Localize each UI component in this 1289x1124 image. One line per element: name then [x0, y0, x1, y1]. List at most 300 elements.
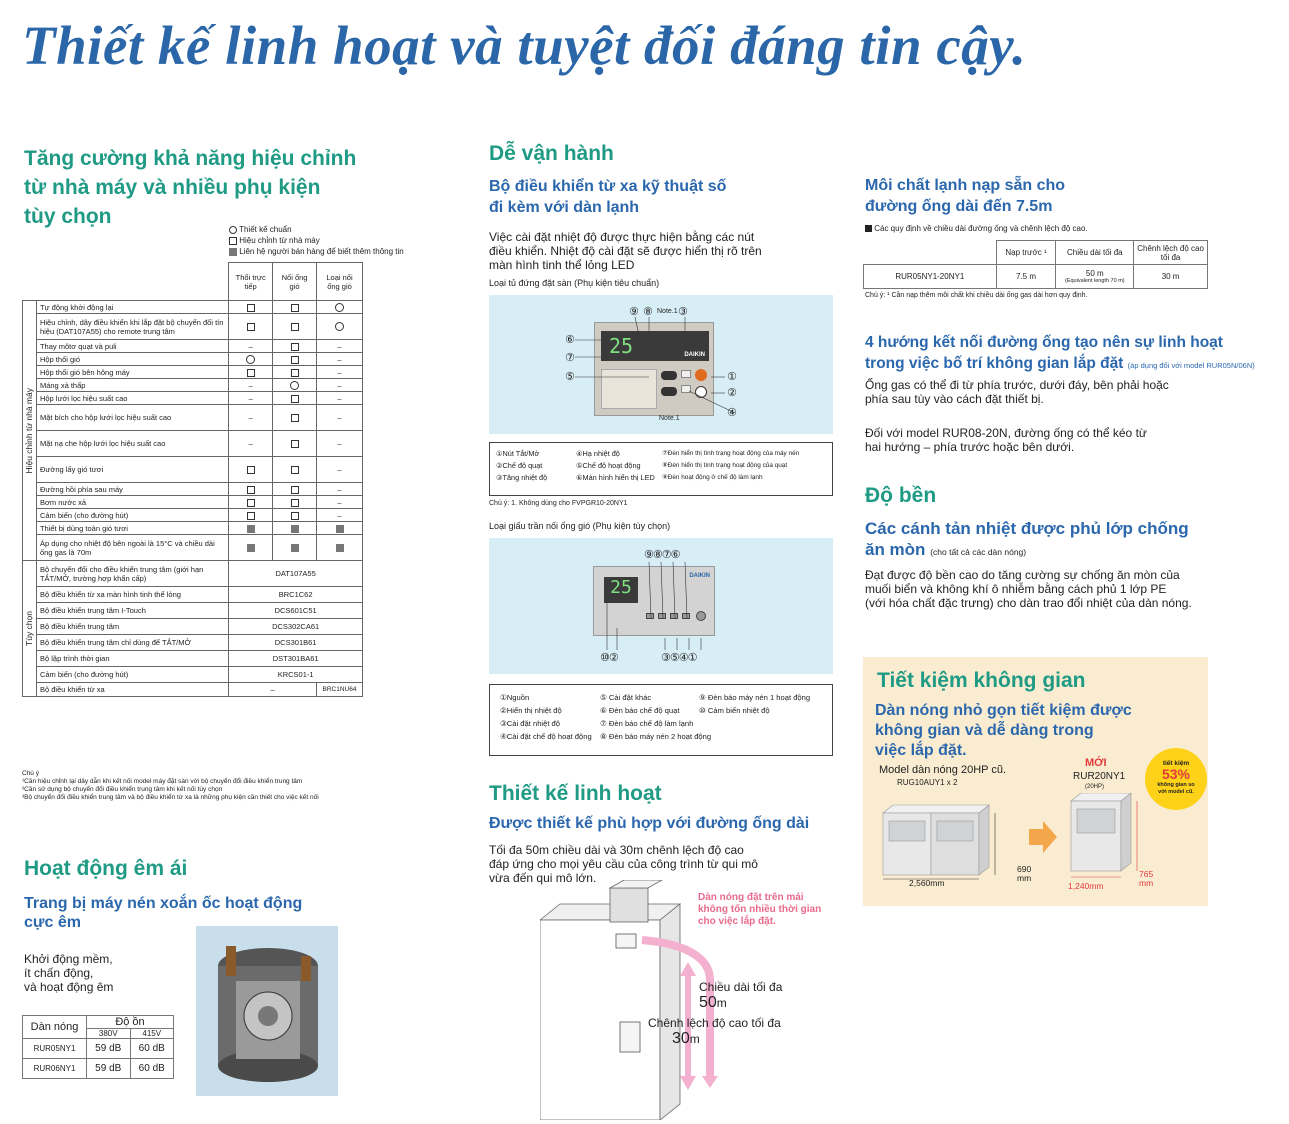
col-header: Chiều dài tối đa — [1056, 241, 1134, 265]
durability-subheading — [865, 518, 1189, 563]
table-row — [23, 353, 363, 366]
value: 50 m — [1085, 269, 1104, 278]
table-cell — [317, 457, 363, 483]
table-row — [23, 431, 363, 457]
note: ¹Cần hiệu chỉnh lại dây dẫn khi kết nối model máy đặt sàn với bộ chuyển đổi điều khiển trung tâm — [22, 778, 303, 785]
table-row — [23, 683, 363, 697]
legend-item: ②Hiển thị nhiệt độ — [500, 706, 562, 715]
outdoor-units-illustration — [873, 793, 1203, 889]
table-cell: 7.5 m — [996, 265, 1056, 289]
row-label: Tự động khởi động lại — [36, 301, 228, 314]
table-cell — [317, 366, 363, 379]
subheading-line: Bộ điều khiển từ xa kỹ thuật số — [489, 178, 727, 195]
table-cell: 59 dB — [87, 1039, 131, 1059]
note-text: Chú ý: 1. Không dùng cho FVPGR10-20NY1 — [489, 500, 628, 507]
row-label: Áp dụng cho nhiệt độ bên ngoài là 15°C và chiều dài ống gas là 70m — [36, 535, 228, 561]
col-header: Chênh lệch độ cao tối đa — [1134, 241, 1208, 265]
table-cell — [229, 301, 273, 314]
legend-item: ⑥ Đèn báo chế độ quạt — [600, 706, 680, 715]
subheading-line: đi kèm với dàn lạnh — [489, 199, 640, 216]
square-icon — [291, 395, 299, 403]
rooftop-callout — [698, 892, 821, 928]
accessories-table — [22, 262, 363, 697]
dash: – — [337, 341, 342, 351]
dash: – — [248, 380, 253, 390]
filled-square-icon — [291, 525, 299, 533]
row-label: Cảm biến (cho đường hút) — [36, 667, 228, 683]
group-label-text: Hiệu chỉnh từ nhà máy — [23, 387, 34, 474]
desc-line: hai hướng – phía trước hoặc bên dưới. — [865, 440, 1075, 454]
table-cell — [273, 535, 317, 561]
direction-p1 — [865, 378, 1169, 406]
callout-7: ⑦ — [565, 352, 575, 364]
heading-line: Tăng cường khả năng hiệu chỉnh — [24, 147, 357, 170]
new-model-code: RUR20NY1 — [1073, 771, 1126, 782]
table-row — [23, 340, 363, 353]
row-label: Mặt nạ che hộp lưới lọc hiệu suất cao — [36, 431, 228, 457]
subheading-line: việc lắp đặt. — [875, 742, 967, 759]
row-label: Mặt bích cho hộp lưới lọc hiệu suất cao — [36, 405, 228, 431]
row-label: Bộ điều khiển từ xa màn hình tinh thể lỏng — [36, 587, 228, 603]
old-height — [1017, 865, 1031, 883]
legend-text: Thiết kế chuẩn — [239, 225, 292, 234]
row-label: Hộp lưới lọc hiệu suất cao — [36, 392, 228, 405]
table-cell — [273, 509, 317, 522]
note: Chú ý — [22, 770, 39, 777]
filled-square-icon — [247, 525, 255, 533]
desc-line: muối biển và không khí ô nhiễm bằng cách phủ 1 lớp PE — [865, 582, 1167, 596]
table-row — [23, 535, 363, 561]
table-row — [23, 483, 363, 496]
callout-note: Note.1 — [657, 308, 678, 315]
legend-item — [699, 719, 826, 729]
table-cell: RUR05NY1 — [23, 1039, 87, 1059]
table-cell: DST301BA61 — [229, 651, 363, 667]
square-icon — [247, 304, 255, 312]
legend-item: ⑥Màn hình hiển thị LED — [576, 473, 655, 482]
badge-bottom: không gian so với model cũ. — [1157, 782, 1195, 795]
table-cell — [317, 496, 363, 509]
square-icon — [247, 499, 255, 507]
dash: – — [337, 354, 342, 364]
table-cell: 60 dB — [130, 1059, 174, 1079]
old-model-code: RUG10AUY1 x 2 — [897, 778, 958, 787]
desc-line: vừa đến qui mô lớn. — [489, 871, 597, 885]
row-label: Bơm nước xả — [36, 496, 228, 509]
circle-icon — [229, 226, 237, 234]
square-icon — [291, 486, 299, 494]
desc-line: (với hóa chất đặc trưng) cho dàn trao đổi nhiệt của dàn nóng. — [865, 596, 1192, 610]
table-row — [23, 509, 363, 522]
subheading-line: cực êm — [24, 914, 81, 931]
col-header: 415V — [130, 1029, 174, 1039]
heading-line: trong việc bố trí không gian lắp đặt — [865, 355, 1124, 372]
table-cell — [229, 353, 273, 366]
heading-line: 4 hướng kết nối đường ống tạo nên sự linh hoạt — [865, 334, 1223, 351]
legend-item — [699, 732, 826, 742]
dash: – — [337, 465, 342, 474]
dash: – — [337, 367, 342, 377]
square-icon — [247, 369, 255, 377]
square-icon — [247, 486, 255, 494]
table-cell — [273, 483, 317, 496]
flex-desc — [489, 843, 758, 885]
table-row — [23, 301, 363, 314]
desc-line: điều khiển. Nhiệt độ cài đặt sẽ được hiển thị rõ trên — [489, 244, 762, 258]
max-length-label — [699, 980, 782, 1011]
lcd-display: 25 — [604, 577, 638, 603]
table-cell: DCS301B61 — [229, 635, 363, 651]
callout-6: ⑥ — [565, 334, 575, 346]
callout-line: không tốn nhiều thời gian — [698, 904, 822, 915]
page-title: Thiết kế linh hoạt và tuyệt đối đáng tin cậy. — [22, 15, 1027, 76]
table-cell — [317, 340, 363, 353]
legend-item: ③Tăng nhiệt độ — [496, 473, 548, 482]
heading-line: đường ống dài đến 7.5m — [865, 198, 1053, 215]
remote-panel-ceiling — [489, 538, 833, 674]
heading-line: từ nhà máy và nhiều phụ kiện — [24, 176, 321, 199]
square-icon — [291, 304, 299, 312]
row-label: Bộ điều khiển trung tâm — [36, 619, 228, 635]
new-width: 1,240mm — [1068, 881, 1104, 891]
direction-heading — [865, 332, 1255, 376]
legend-item: ②Chế độ quạt — [496, 461, 543, 470]
dash: – — [337, 380, 342, 390]
table-cell — [229, 366, 273, 379]
max-height-label — [648, 1016, 781, 1047]
lcd-display: 25 — [609, 334, 634, 358]
refrigerant-note: Chú ý: ¹ Cần nạp thêm môi chất khi chiều dài ống gas dài hơn quy định. — [865, 292, 1088, 299]
subheading-line: không gian và dễ dàng trong — [875, 722, 1094, 739]
legend-item: ⑩ Cảm biến nhiệt độ — [699, 706, 770, 715]
square-icon — [291, 440, 299, 448]
table-cell — [273, 522, 317, 535]
col-header: Thổi trực tiếp — [229, 263, 273, 301]
table-cell — [273, 405, 317, 431]
table-row — [23, 619, 363, 635]
legend-item: ⑦Đèn hiển thị tình trạng hoạt động của máy nén — [662, 450, 800, 457]
caption: Loại tủ đứng đặt sàn (Phụ kiện tiêu chuẩn) — [489, 278, 660, 288]
brand-logo: DAIKIN — [684, 352, 705, 358]
square-icon — [291, 414, 299, 422]
table-cell — [317, 314, 363, 340]
row-label: Máng xả thấp — [36, 379, 228, 392]
ease-subheading — [489, 176, 726, 218]
dash: – — [337, 393, 342, 403]
callout-3: ③ — [678, 306, 688, 318]
row-label: Bộ điều khiển trung tâm I-Touch — [36, 603, 228, 619]
legend-box-floor — [489, 442, 833, 496]
square-icon — [291, 343, 299, 351]
flex-subheading: Được thiết kế phù hợp với đường ống dài — [489, 815, 810, 832]
row-label: Bộ lập trình thời gian — [36, 651, 228, 667]
callout-2: ② — [727, 387, 737, 399]
old-model-label: Model dàn nóng 20HP cũ. — [879, 764, 1006, 776]
legend-item: ①Nút Tắt/Mở — [496, 449, 540, 458]
legend-item: ③Cài đặt nhiệt độ — [500, 719, 561, 728]
square-icon — [247, 512, 255, 520]
table-cell — [229, 535, 273, 561]
row-label: Bộ điều khiển trung tâm chỉ dùng để TẮT/MỞ — [36, 635, 228, 651]
callout-9: ⑨ — [629, 306, 639, 318]
subheading-line: Dàn nóng nhỏ gọn tiết kiệm được — [875, 702, 1132, 719]
table-cell — [229, 392, 273, 405]
unit: m — [716, 996, 727, 1010]
table-cell: BRC1C62 — [229, 587, 363, 603]
empty-cell — [23, 263, 229, 301]
legend — [229, 224, 404, 257]
subheading-line: ăn mòn — [865, 540, 926, 559]
unit: mm — [1017, 873, 1032, 883]
table-cell — [317, 301, 363, 314]
badge-top: tiết kiệm — [1162, 760, 1190, 767]
quiet-heading: Hoạt động êm ái — [24, 857, 188, 880]
legend-item: ④Hạ nhiệt độ — [576, 449, 620, 458]
desc-line: Tối đa 50m chiều dài và 30m chênh lệch độ cao — [489, 843, 744, 857]
table-cell — [317, 509, 363, 522]
new-model-hp: (20HP) — [1085, 784, 1105, 790]
table-cell: BRC1NU64 — [317, 683, 363, 697]
callout-line: Dàn nóng đặt trên mái — [698, 892, 804, 903]
desc-line: Đạt được độ bền cao do tăng cường sự chống ăn mòn của — [865, 568, 1180, 582]
label-text: Chiều dài tối đa — [699, 980, 783, 994]
table-cell: 30 m — [1134, 265, 1208, 289]
square-icon — [291, 512, 299, 520]
flex-heading: Thiết kế linh hoạt — [489, 782, 662, 805]
table-cell — [229, 522, 273, 535]
table-row — [23, 457, 363, 483]
table-cell: DCS601C51 — [229, 603, 363, 619]
dash: – — [337, 510, 342, 520]
square-icon — [291, 356, 299, 364]
table-cell: DCS302CA61 — [229, 619, 363, 635]
filled-square-icon — [336, 544, 344, 552]
table-row — [23, 561, 363, 587]
subheading-line: Trang bị máy nén xoắn ốc hoạt động — [24, 895, 303, 912]
dash: – — [248, 413, 253, 422]
dash: – — [337, 413, 342, 422]
badge-percent: 53% — [1161, 766, 1191, 782]
circle-icon — [246, 355, 255, 364]
refrigerant-rule — [865, 224, 1088, 233]
space-heading: Tiết kiệm không gian — [877, 669, 1086, 692]
ease-desc — [489, 230, 762, 272]
value: 765 — [1139, 869, 1154, 879]
table-cell — [317, 483, 363, 496]
col-header: Nạp trước ¹ — [996, 241, 1056, 265]
subheading-line: Các cánh tản nhiệt được phủ lớp chống — [865, 519, 1189, 538]
dash: – — [248, 393, 253, 403]
legend-item: ⑧Đèn hiển thị tình trạng hoạt động của quạt — [662, 462, 788, 469]
table-cell — [273, 457, 317, 483]
table-cell — [317, 522, 363, 535]
table-cell — [229, 496, 273, 509]
space-saving-box — [863, 657, 1208, 906]
square-bullet-icon — [865, 225, 872, 232]
height-value: 30 — [672, 1030, 690, 1047]
desc-line: Ống gas có thể đi từ phía trước, dưới đáy, bên phải hoặc — [865, 378, 1169, 392]
group-label-text: Tùy chọn — [23, 611, 34, 646]
callout-8: ⑧ — [643, 306, 653, 318]
accessories-notes — [22, 770, 442, 802]
table-row — [23, 522, 363, 535]
brand-logo: DAIKIN — [689, 573, 710, 579]
table-cell: DAT107A55 — [229, 561, 363, 587]
circle-icon — [335, 303, 344, 312]
remote-panel-floor — [489, 295, 833, 434]
square-icon — [291, 466, 299, 474]
col-header: Độ ồn — [87, 1016, 174, 1029]
legend-box-ceiling — [489, 684, 833, 756]
subheading-note: (cho tất cả các dàn nóng) — [930, 547, 1027, 557]
note: ²Cần sử dụng bộ chuyển đổi điều khiển trung tâm khi kết nối tùy chọn — [22, 786, 223, 793]
row-label: Đường lấy gió tươi — [36, 457, 228, 483]
table-cell — [229, 509, 273, 522]
refrigerant-table — [863, 240, 1208, 289]
row-label: Bộ điều khiển từ xa — [36, 683, 228, 697]
legend-item: ⑤ Cài đặt khác — [600, 693, 652, 702]
legend-item: ⑨ Đèn báo máy nén 1 hoạt động — [699, 693, 811, 702]
table-cell — [1056, 265, 1134, 289]
filled-square-icon — [229, 248, 237, 256]
table-cell — [229, 314, 273, 340]
table-cell — [229, 431, 273, 457]
legend-item: ④Cài đặt chế độ hoạt động — [500, 732, 592, 741]
desc-line: phía sau tùy vào cách đặt thiết bị. — [865, 392, 1044, 406]
callout-bottom: ③⑤④① — [661, 652, 697, 664]
callout-5: ⑤ — [565, 371, 575, 383]
table-row — [23, 651, 363, 667]
dash: – — [248, 341, 253, 351]
table-cell — [273, 314, 317, 340]
table-cell — [273, 366, 317, 379]
table-row — [23, 392, 363, 405]
compressor-photo — [196, 926, 338, 1096]
callout-4: ④ — [727, 407, 737, 419]
legend-item: ⑦ Đèn báo chế độ làm lạnh — [600, 719, 694, 728]
table-cell — [273, 392, 317, 405]
row-label: Hộp thổi gió — [36, 353, 228, 366]
table-cell — [273, 301, 317, 314]
heading-line: Môi chất lạnh nạp sẵn cho — [865, 177, 1066, 194]
desc-line: Đối với model RUR08-20N, đường ống có thể kéo từ — [865, 426, 1147, 440]
table-row — [23, 496, 363, 509]
table-cell — [273, 496, 317, 509]
group-label — [23, 561, 37, 697]
table-cell — [229, 405, 273, 431]
desc-line: Việc cài đặt nhiệt độ được thực hiện bằng các nút — [489, 230, 755, 244]
table-cell — [317, 353, 363, 366]
table-row — [23, 603, 363, 619]
row-label: Đường hồi phía sau máy — [36, 483, 228, 496]
table-row — [23, 587, 363, 603]
table-row — [23, 366, 363, 379]
table-row — [23, 635, 363, 651]
space-subheading — [875, 701, 1132, 761]
square-icon — [291, 499, 299, 507]
table-cell: 59 dB — [87, 1059, 131, 1079]
row-label: Hiệu chỉnh, dây điều khiển khi lắp đặt bộ chuyển đổi tín hiệu (DAT107A55) cho remote trung tâm — [36, 314, 228, 340]
square-icon — [247, 466, 255, 474]
callout-top: ⑨⑧⑦⑥ — [644, 549, 680, 561]
dash: – — [248, 439, 253, 448]
callout-lines — [489, 295, 833, 434]
desc-line: Khởi động mềm, — [24, 952, 113, 966]
group-label — [23, 301, 37, 561]
circle-icon — [335, 322, 344, 331]
callout-left: ⑩② — [600, 652, 618, 664]
square-icon — [291, 323, 299, 331]
legend-text: Hiệu chỉnh từ nhà máy — [239, 236, 320, 245]
square-icon — [229, 237, 237, 245]
table-cell — [317, 431, 363, 457]
col-header: Loại nối ống gió — [317, 263, 363, 301]
row-label: Hộp thổi gió bên hông máy — [36, 366, 228, 379]
desc-line: màn hình tinh thể lỏng LED — [489, 258, 635, 272]
table-cell — [273, 353, 317, 366]
length-value: 50 — [699, 994, 717, 1011]
unit: m — [689, 1032, 700, 1046]
filled-square-icon — [336, 525, 344, 533]
table-cell: KRCS01-1 — [229, 667, 363, 683]
desc-line: và hoạt động êm — [24, 980, 114, 994]
circle-icon — [290, 381, 299, 390]
callout-1: ① — [727, 371, 737, 383]
heading-note: (áp dụng đối với model RUR05N/06N) — [1127, 361, 1255, 370]
durability-desc — [865, 568, 1192, 610]
refrigerant-heading — [865, 175, 1065, 217]
filled-square-icon — [291, 544, 299, 552]
dash: – — [337, 497, 342, 507]
label-text: Chênh lệch độ cao tối đa — [648, 1016, 781, 1030]
table-cell: – — [229, 683, 317, 697]
table-row — [23, 405, 363, 431]
table-row — [23, 667, 363, 683]
table-cell — [317, 405, 363, 431]
legend-text: Liên hệ người bán hàng để biết thêm thông tin — [239, 247, 404, 256]
note: ³Bộ chuyển đổi điều khiển trung tâm và bộ điều khiển từ xa là những phụ kiện cần thiết cho việc kết nối — [22, 794, 319, 801]
table-cell — [229, 483, 273, 496]
caption: Loại giấu trần nối ống gió (Phụ kiện tùy chọn) — [489, 521, 671, 531]
legend-item: ⑤Chế độ hoạt động — [576, 461, 641, 470]
heading-line: tùy chọn — [24, 205, 112, 228]
durability-heading: Độ bền — [865, 484, 937, 507]
table-row — [23, 379, 363, 392]
row-label: Cảm biến (cho đường hút) — [36, 509, 228, 522]
accessories-heading — [24, 144, 444, 231]
old-width: 2,560mm — [909, 878, 945, 888]
legend-item: ①Nguồn — [500, 693, 530, 702]
table-cell — [273, 379, 317, 392]
table-cell — [229, 457, 273, 483]
table-cell: 60 dB — [130, 1039, 174, 1059]
desc-line: ít chấn động, — [24, 966, 94, 980]
value-note: (Equivalent length 70 m) — [1064, 278, 1125, 284]
row-label: Bộ chuyển đổi cho điều khiển trung tâm (giới hạn TẮT/MỞ, trường hợp khẩn cấp) — [36, 561, 228, 587]
ease-heading: Dễ vận hành — [489, 142, 614, 165]
col-header: 380V — [87, 1029, 131, 1039]
empty-cell — [864, 241, 997, 265]
row-label: Thay môtơ quạt và puli — [36, 340, 228, 353]
rule-text: Các quy định về chiều dài đường ống và chênh lệch độ cao. — [874, 224, 1088, 233]
dash: – — [337, 484, 342, 494]
callout-line: cho việc lắp đặt. — [698, 916, 776, 927]
table-cell — [317, 392, 363, 405]
new-height — [1139, 870, 1153, 888]
noise-table — [22, 1015, 174, 1079]
row-label: Thiết bị dùng toàn gió tươi — [36, 522, 228, 535]
table-cell — [317, 535, 363, 561]
